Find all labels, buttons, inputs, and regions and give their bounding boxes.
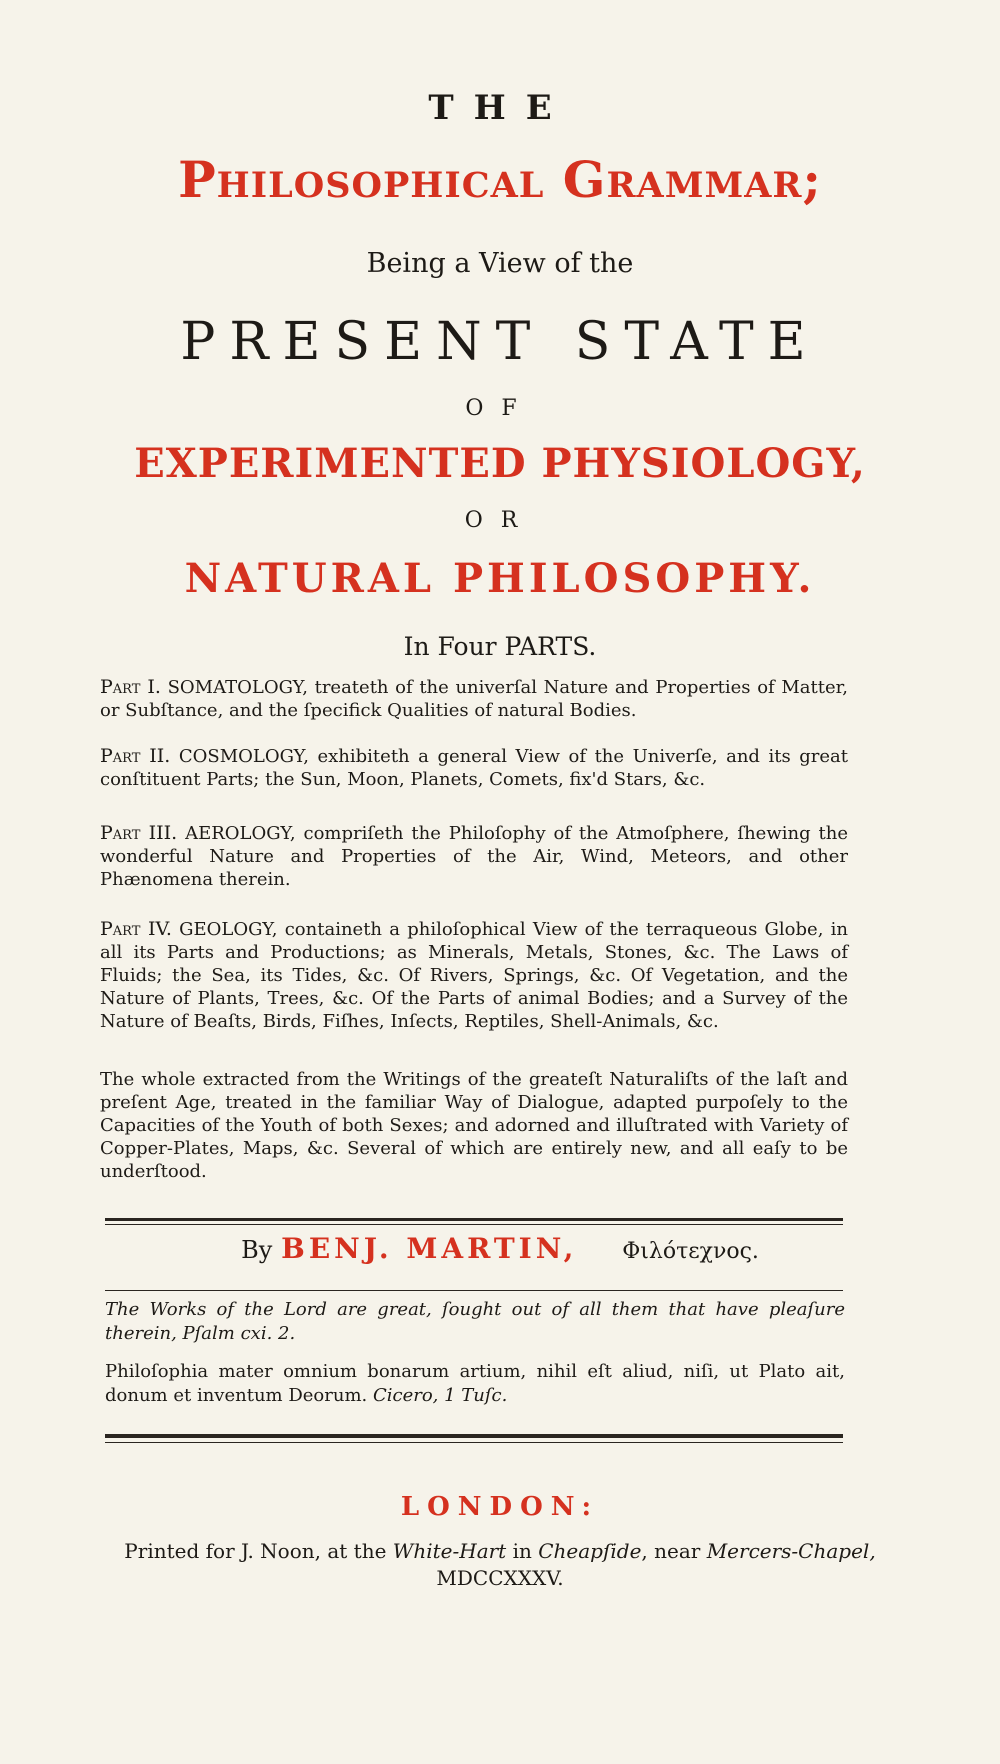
subtitle-being: Being a View of the — [366, 248, 634, 279]
imprint-in: in — [512, 1539, 532, 1563]
title-of: OF — [465, 396, 535, 421]
author-name: BENJ. MARTIN, — [281, 1232, 578, 1265]
title-the: THE — [428, 88, 572, 128]
divider-rule — [105, 1290, 843, 1291]
part-two-lead: Part II. — [100, 745, 171, 767]
part-one — [100, 676, 848, 722]
divider-rule — [105, 1434, 843, 1438]
part-four — [100, 918, 848, 1033]
summary-paragraph: The whole extracted from the Writings of the greateſt Naturaliſts of the laſt and preſent Age, treated in the familiar Way of Dialogue, adapted purpoſely to the Capacities of the Youth of both Sexes; and adorned and illuſtrated with Variety of Copper-Plates, Maps, &c. Several of which are entirely new, and all eaſy to be underſtood. — [100, 1069, 848, 1182]
part-three — [100, 822, 848, 891]
part-one-lead: Part I. — [100, 676, 161, 698]
latin-quote-cite: Cicero, 1 Tuſc. — [372, 1385, 508, 1406]
part-three-lead: Part III. — [100, 822, 178, 844]
part-two-text: COSMOLOGY, exhibiteth a general View of the Univerſe, and its great conſtituent Parts; the Sun, Moon, Planets, Comets, fix'd Stars, &c. — [100, 746, 848, 790]
imprint-sign: White-Hart — [392, 1539, 507, 1563]
author-line — [0, 1232, 1000, 1265]
title-in-four-parts: In Four PARTS. — [403, 632, 597, 661]
imprint-printed-for: Printed for J. Noon, at the — [124, 1539, 387, 1563]
main-title: Philosophical Grammar; — [178, 150, 822, 209]
imprint-year: MDCCXXXV. — [436, 1566, 564, 1590]
author-by: By — [241, 1236, 273, 1264]
author-epithet: Φιλότεχνος. — [622, 1239, 759, 1264]
part-four-lead: Part IV. — [100, 918, 172, 940]
scripture-quote: The Works of the Lord are great, ſought out of all them that have pleaſure therein, Pſalm cxi. 2. — [105, 1299, 845, 1344]
imprint-line — [100, 1538, 900, 1592]
imprint-city: LONDON: — [400, 1492, 600, 1522]
title-natural-philosophy: NATURAL PHILOSOPHY. — [184, 555, 816, 602]
title-experimented-physiology: EXPERIMENTED PHYSIOLOGY, — [134, 440, 866, 487]
part-three-text: AEROLOGY, compriſeth the Philoſophy of the Atmoſphere, ſhewing the wonderful Nature and Properties of the Air, Wind, Meteors, and other Phænomena therein. — [100, 823, 848, 890]
imprint-street: Cheapſide — [538, 1539, 642, 1563]
part-one-text: SOMATOLOGY, treateth of the univerſal Nature and Properties of Matter, or Subſtance, and the ſpecifick Qualities of natural Bodies. — [100, 677, 848, 721]
part-two — [100, 745, 848, 791]
latin-quote — [105, 1360, 845, 1408]
part-four-text: GEOLOGY, containeth a philoſophical View of the terraqueous Globe, in all its Parts and Productions; as Minerals, Metals, Stones, &c. The Laws of Fluids; the Sea, its Tides, &c. Of Rivers, Springs, &c. Of Vegetation, and the Nature of Plants, Trees, &c. Of the Parts of animal Bodies; and a Survey of the Nature of Beaſts, Birds, Fiſhes, Inſects, Reptiles, Shell-Animals, &c. — [100, 919, 848, 1032]
divider-rule-thin — [105, 1224, 843, 1225]
title-present-state: PRESENT STATE — [180, 312, 820, 372]
divider-rule-thin — [105, 1442, 843, 1443]
title-or: OR — [464, 508, 536, 533]
imprint-chapel: Mercers-Chapel, — [706, 1539, 876, 1563]
latin-quote-text: Philoſophia mater omnium bonarum artium, nihil eſt aliud, niſi, ut Plato ait, donum et inventum Deorum. — [105, 1361, 845, 1406]
divider-rule — [105, 1218, 843, 1221]
imprint-near: , near — [641, 1539, 701, 1563]
